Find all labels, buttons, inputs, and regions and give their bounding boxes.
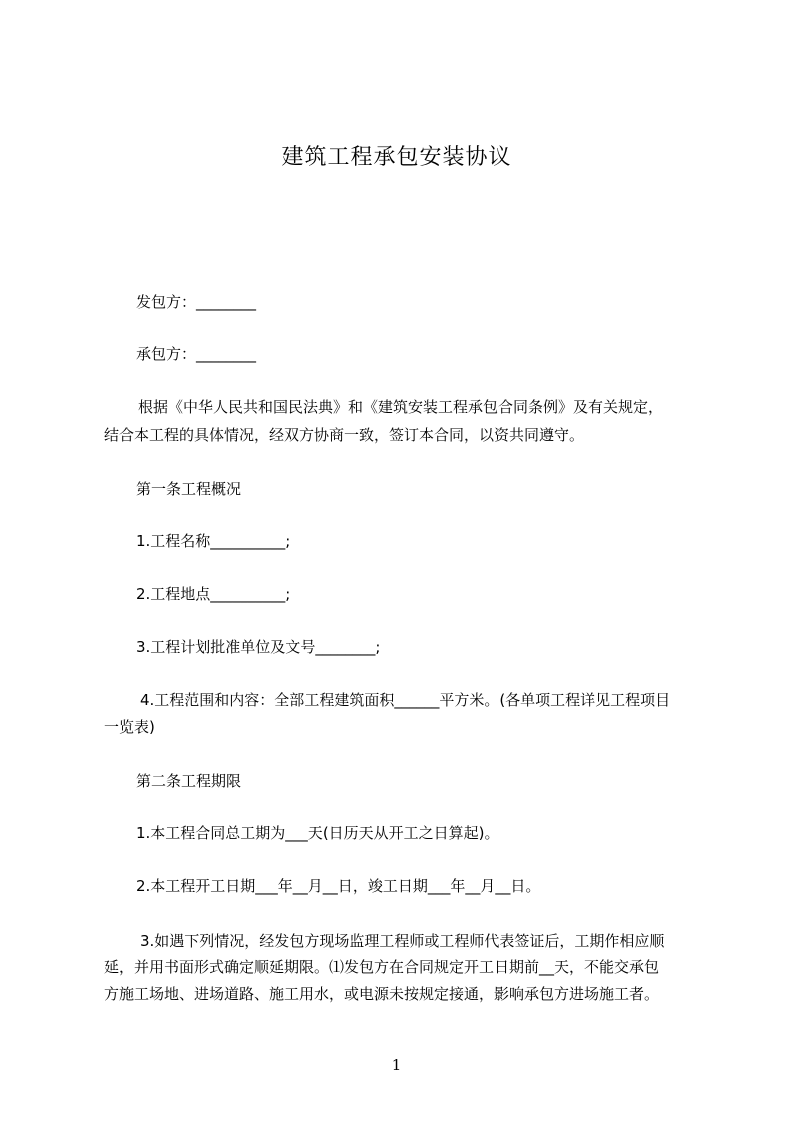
article-2-item-3-line-3: 方施工场地、进场道路、施工用水，或电源未按规定接通，影响承包方进场施工者。 bbox=[104, 985, 660, 1003]
party-b-line: 承包方：________ bbox=[136, 345, 257, 363]
preamble-line-2: 结合本工程的具体情况，经双方协商一致，签订本合同，以资共同遵守。 bbox=[104, 426, 585, 444]
article-1-item-2: 2.工程地点__________; bbox=[136, 585, 291, 603]
article-2-item-1: 1.本工程合同总工期为___天(日历天从开工之日算起)。 bbox=[136, 824, 500, 842]
article-1-item-4-line-1: 4.工程范围和内容：全部工程建筑面积______平方米。(各单项工程详见工程项目 bbox=[140, 691, 671, 709]
article-1-item-4-line-2: 一览表) bbox=[104, 718, 155, 736]
article-1-heading: 第一条工程概况 bbox=[136, 480, 242, 498]
article-2-item-2: 2.本工程开工日期___年__月__日，竣工日期___年__月__日。 bbox=[136, 877, 541, 895]
preamble-line-1: 根据《中华人民共和国民法典》和《建筑安装工程承包合同条例》及有关规定， bbox=[138, 398, 664, 416]
document-title: 建筑工程承包安装协议 bbox=[281, 145, 512, 170]
article-2-item-3-line-2: 延，并用书面形式确定顺延期限。⑴发包方在合同规定开工日期前__天，不能交承包 bbox=[104, 958, 660, 976]
article-2-item-3-line-1: 3.如遇下列情况，经发包方现场监理工程师或工程师代表签证后，工期作相应顺 bbox=[140, 932, 665, 950]
page-number: 1 bbox=[391, 1056, 402, 1074]
party-a-line: 发包方：________ bbox=[136, 293, 257, 311]
article-1-item-1: 1.工程名称__________; bbox=[136, 532, 291, 550]
article-2-heading: 第二条工程期限 bbox=[136, 772, 242, 790]
article-1-item-3: 3.工程计划批准单位及文号________; bbox=[136, 638, 381, 656]
